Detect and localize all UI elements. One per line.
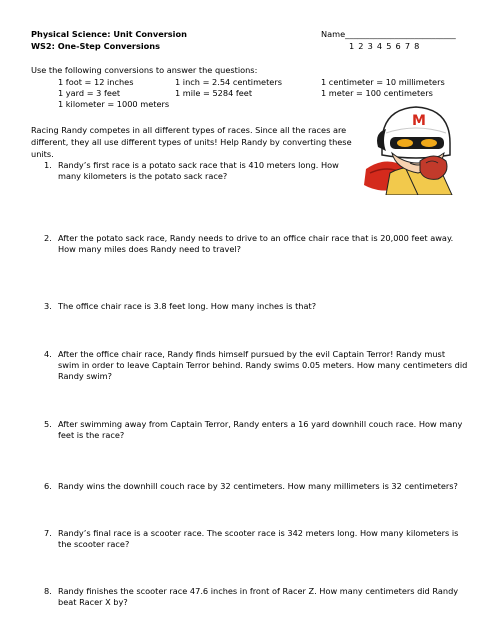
question-text: Randy wins the downhill couch race by 32 centimeters. How many millimeters is 32 centimeters? xyxy=(58,481,458,491)
question-text: After swimming away from Captain Terror, Randy enters a 16 yard downhill couch race. How many feet is the race? xyxy=(58,419,463,440)
conversions-intro: Use the following conversions to answer the questions: xyxy=(31,65,258,75)
worksheet-title: Physical Science: Unit Conversion xyxy=(31,29,187,39)
question-text: Randy’s final race is a scooter race. The scooter race is 342 meters long. How many kilometers is the scooter race? xyxy=(58,528,459,549)
question-number: 7. xyxy=(44,528,52,538)
conversion-meter-centimeters: 1 meter = 100 centimeters xyxy=(321,88,433,98)
helmet-letter: M xyxy=(412,113,426,129)
question-text: After the office chair race, Randy finds himself pursued by the evil Captain Terror! Randy must swim in order to leave Captain Terror behind. Randy swims 0.05 meters. How many centimeters did Randy swim? xyxy=(58,349,468,381)
story-line-2: different, they all use different types of units! Help Randy by converting these xyxy=(31,137,352,147)
glove-shape xyxy=(420,156,447,179)
conversion-yard-feet: 1 yard = 3 feet xyxy=(58,88,121,98)
question-text: The office chair race is 3.8 feet long. How many inches is that? xyxy=(58,301,317,311)
question-number: 1. xyxy=(44,160,52,170)
question-number: 4. xyxy=(44,349,52,359)
question-text: Randy finishes the scooter race 47.6 inches in front of Racer Z. How many centimeters did Randy beat Racer X by? xyxy=(58,586,459,607)
name-field-label: Name___________________________ xyxy=(321,29,456,39)
question-text: Randy’s first race is a potato sack race that is 410 meters long. How many kilometers is the potato sack race? xyxy=(58,160,339,181)
question-number: 5. xyxy=(44,419,52,429)
period-numbers: 1 2 3 4 5 6 7 8 xyxy=(349,41,420,51)
conversion-kilometer-meters: 1 kilometer = 1000 meters xyxy=(58,99,170,109)
racer-illustration xyxy=(360,103,460,195)
question-number: 8. xyxy=(44,586,52,596)
conversion-mile-feet: 1 mile = 5284 feet xyxy=(175,88,253,98)
conversion-foot-inches: 1 foot = 12 inches xyxy=(58,77,134,87)
story-line-1: Racing Randy competes in all different types of races. Since all the races are xyxy=(31,125,347,135)
story-line-3: units. xyxy=(31,149,54,159)
question-number: 6. xyxy=(44,481,52,491)
conversion-centimeter-millimeters: 1 centimeter = 10 millimeters xyxy=(321,77,445,87)
question-number: 2. xyxy=(44,233,52,243)
question-number: 3. xyxy=(44,301,52,311)
conversion-inch-centimeters: 1 inch = 2.54 centimeters xyxy=(175,77,282,87)
worksheet-subtitle: WS2: One-Step Conversions xyxy=(31,41,160,51)
question-text: After the potato sack race, Randy needs to drive to an office chair race that is 20,000 feet away. How many miles does Randy need to travel? xyxy=(58,233,454,254)
